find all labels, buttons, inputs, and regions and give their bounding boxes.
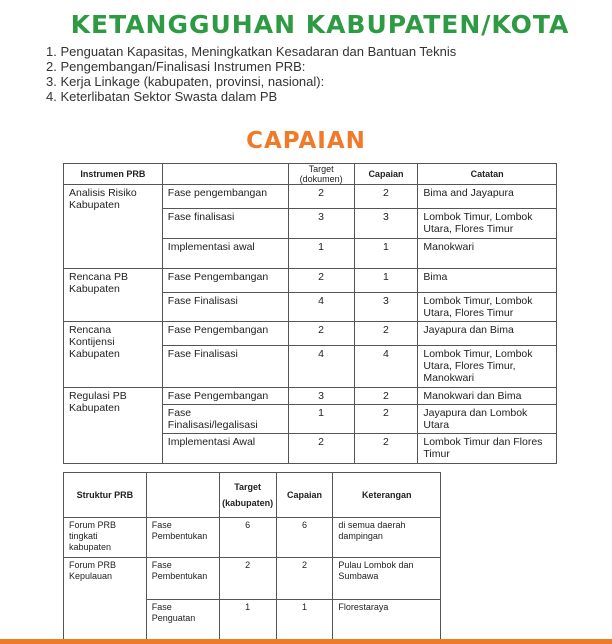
achieved-cell: 2 [354,405,418,434]
target-cell: 3 [288,388,354,405]
target-cell: 6 [219,518,276,558]
instrument-name: Rencana Kontijensi Kabupaten [64,322,163,388]
intro-item: 1. Penguatan Kapasitas, Meningkatkan Kesadaran dan Bantuan Teknis [46,44,457,59]
target-cell: 1 [288,239,354,269]
column-header-instrumen: Instrumen PRB [64,164,163,185]
column-header-capaian: Capaian [354,164,418,185]
phase-cell: Implementasi Awal [162,434,288,464]
column-header-catatan: Catatan [418,164,557,185]
struktur-prb-table [63,472,441,640]
instrumen-prb-table [63,163,557,464]
achieved-cell: 2 [354,322,418,346]
achieved-cell: 2 [276,558,333,600]
page-title: KETANGGUHAN KABUPATEN/KOTA [70,10,570,39]
achieved-cell: 1 [276,600,333,640]
table-row [64,185,557,209]
intro-item: 4. Keterlibatan Sektor Swasta dalam PB [46,89,278,104]
note-cell: Manokwari [418,239,557,269]
column-header-keterangan: Keterangan [333,473,441,518]
phase-cell: Fase pengembangan [162,185,288,209]
phase-cell: Fase Pembentukan [146,518,219,558]
phase-cell: Fase Pengembangan [162,269,288,293]
note-cell: Pulau Lombok dan Sumbawa [333,558,441,600]
table-header-row [64,164,557,185]
column-header-struktur: Struktur PRB [64,473,147,518]
section-title-capaian: CAPAIAN [246,128,366,154]
table-row [64,322,557,346]
intro-list [46,44,456,104]
phase-cell: Fase Pembentukan [146,558,219,600]
achieved-cell: 1 [354,239,418,269]
phase-cell: Fase Finalisasi/legalisasi [162,405,288,434]
achieved-cell: 2 [354,434,418,464]
note-cell: Jayapura dan Lombok Utara [418,405,557,434]
target-cell: 2 [288,269,354,293]
structure-cell: Forum PRB Kepulauan [64,558,147,640]
target-cell: 1 [219,600,276,640]
note-cell: Jayapura dan Bima [418,322,557,346]
column-header-target: Target (kabupaten) [219,473,276,518]
column-header-target: Target (dokumen) [288,164,354,185]
table-row [64,558,441,600]
achieved-cell: 2 [354,388,418,405]
column-header-capaian: Capaian [276,473,333,518]
target-cell: 3 [288,209,354,239]
target-cell: 2 [219,558,276,600]
intro-item: 3. Kerja Linkage (kabupaten, provinsi, nasional): [46,74,325,89]
target-cell: 4 [288,293,354,322]
achieved-cell: 3 [354,209,418,239]
note-cell: Bima [418,269,557,293]
phase-cell: Fase Penguatan [146,600,219,640]
note-cell: Lombok Timur, Lombok Utara, Flores Timur, Manokwari [418,346,557,388]
intro-item: 2. Pengembangan/Finalisasi Instrumen PRB: [46,59,306,74]
phase-cell: Fase Pengembangan [162,388,288,405]
achieved-cell: 1 [354,269,418,293]
instrument-name: Rencana PB Kabupaten [64,269,163,322]
target-cell: 1 [288,405,354,434]
table-header-row [64,473,441,518]
note-cell: Lombok Timur dan Flores Timur [418,434,557,464]
phase-cell: Fase Finalisasi [162,293,288,322]
achieved-cell: 3 [354,293,418,322]
target-cell: 4 [288,346,354,388]
note-cell: Lombok Timur, Lombok Utara, Flores Timur [418,293,557,322]
note-cell: Bima and Jayapura [418,185,557,209]
phase-cell: Fase Finalisasi [162,346,288,388]
table-row [64,518,441,558]
note-cell: Manokwari dan Bima [418,388,557,405]
note-cell: di semua daerah dampingan [333,518,441,558]
bottom-accent-bar [0,639,612,644]
phase-cell: Fase Pengembangan [162,322,288,346]
column-header-phase [146,473,219,518]
target-cell: 2 [288,185,354,209]
note-cell: Lombok Timur, Lombok Utara, Flores Timur [418,209,557,239]
structure-cell: Forum PRB tingkati kabupaten [64,518,147,558]
phase-cell: Implementasi awal [162,239,288,269]
table-row [64,388,557,405]
achieved-cell: 4 [354,346,418,388]
phase-cell: Fase finalisasi [162,209,288,239]
achieved-cell: 2 [354,185,418,209]
achieved-cell: 6 [276,518,333,558]
target-cell: 2 [288,322,354,346]
column-header-phase [162,164,288,185]
target-cell: 2 [288,434,354,464]
note-cell: Florestaraya [333,600,441,640]
instrument-name: Analisis Risiko Kabupaten [64,185,163,269]
table-row [64,269,557,293]
instrument-name: Regulasi PB Kabupaten [64,388,163,464]
